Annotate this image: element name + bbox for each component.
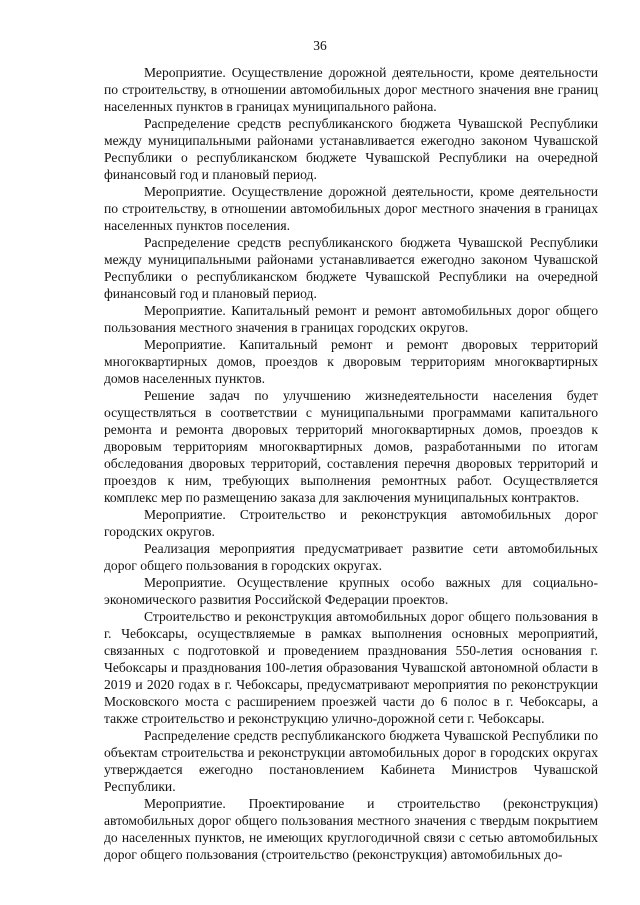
paragraph: Мероприятие. Капитальный ремонт и ремонт автомобильных дорог общего пользования местного значения в границах городских округов. [104, 303, 598, 335]
paragraph: Мероприятие. Осуществление дорожной деятельности, кроме деятельности по строительству, в отношении автомобильных дорог местного значения вне границ населенных пунктов в границах муниципального района. [104, 65, 598, 114]
paragraph: Мероприятие. Осуществление крупных особо важных для социально-экономического развития Российской Федерации проектов. [104, 575, 598, 607]
paragraph: Мероприятие. Проектирование и строительство (реконструкция) автомобильных дорог общего пользования местного значения с твердым покрытием до населенных пунктов, не имеющих круглогодичной связи с сетью автомобильных дорог общего пользования (строительство (реконструкция) автомобильных до- [104, 796, 598, 862]
paragraph: Мероприятие. Строительство и реконструкция автомобильных дорог городских округов. [104, 507, 598, 539]
paragraph: Решение задач по улучшению жизнедеятельности населения будет осуществляться в соответствии с муниципальными программами капитального ремонта и ремонта дворовых территорий многоквартирных домов, проездов к дворовым территориям многоквартирных домов, разработанными по итогам обследования дворовых территорий, составления перечня дворовых территорий и проездов к ним, требующих выполнения ремонтных работ. Осуществляется комплекс мер по размещению заказа для заключения муниципальных контрактов. [104, 388, 598, 505]
paragraph: Распределение средств республиканского бюджета Чувашской Республики между муниципальными районами устанавливается ежегодно законом Чувашской Республики о республиканском бюджете Чувашской Республики на очередной финансовый год и плановый период. [104, 235, 598, 301]
page-number: 36 [313, 38, 327, 53]
paragraph: Реализация мероприятия предусматривает развитие сети автомобильных дорог общего пользования в городских округах. [104, 541, 598, 573]
paragraph: Распределение средств республиканского бюджета Чувашской Республики по объектам строительства и реконструкции автомобильных дорог в городских округах утверждается ежегодно постановлением Кабинета Министров Чувашской Республики. [104, 728, 598, 794]
paragraph: Мероприятие. Капитальный ремонт и ремонт дворовых территорий многоквартирных домов, проездов к дворовым территориям многоквартирных домов населенных пунктов. [104, 337, 598, 386]
paragraph: Строительство и реконструкция автомобильных дорог общего пользования в г. Чебоксары, осуществляемые в рамках выполнения основных мероприятий, связанных с подготовкой и проведением празднования 550-летия основания г. Чебоксары и празднования 100-летия образования Чувашской автономной области в 2019 и 2020 годах в г. Чебоксары, предусматривают мероприятия по реконструкции Московского моста с расширением проезжей части до 6 полос в г. Чебоксары, а также строительство и реконструкцию улично-дорожной сети г. Чебоксары. [104, 609, 598, 726]
paragraph: Распределение средств республиканского бюджета Чувашской Республики между муниципальными районами устанавливается ежегодно законом Чувашской Республики о республиканском бюджете Чувашской Республики на очередной финансовый год и плановый период. [104, 116, 598, 182]
paragraph: Мероприятие. Осуществление дорожной деятельности, кроме деятельности по строительству, в отношении автомобильных дорог местного значения в границах населенных пунктов поселения. [104, 184, 598, 233]
document-body [104, 64, 598, 863]
